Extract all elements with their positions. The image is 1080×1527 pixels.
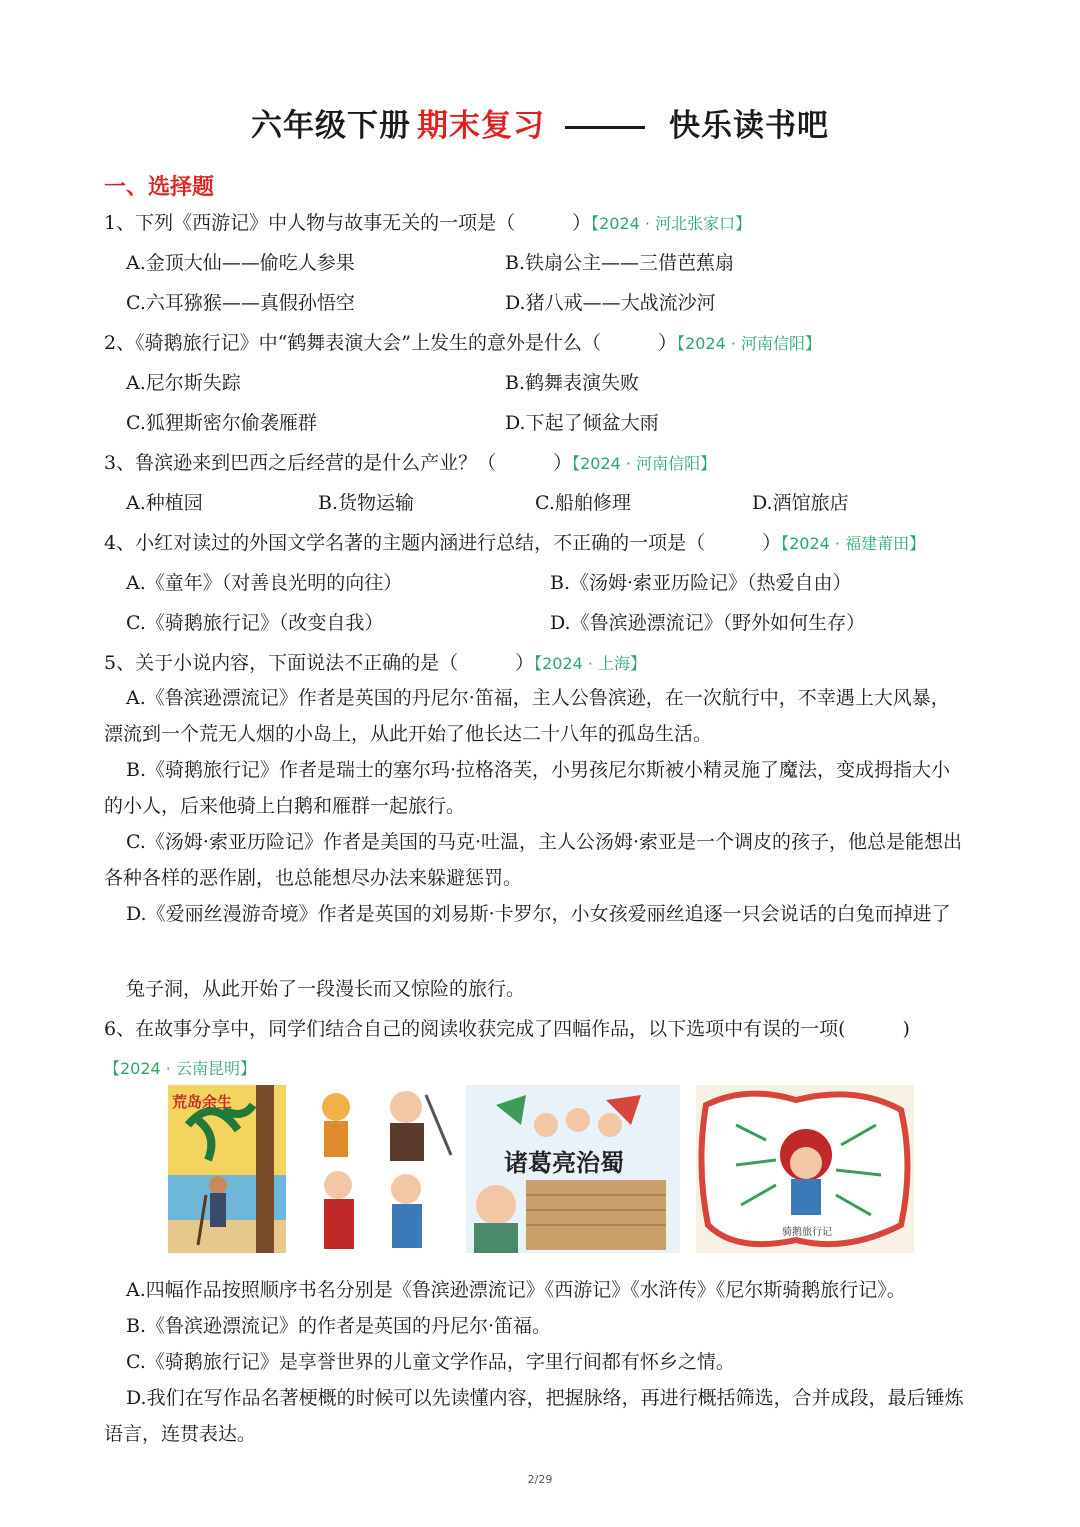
q4-option-b: B.《汤姆·索亚历险记》（热爱自由） (550, 572, 852, 594)
q6-option-b: B.《鲁滨逊漂流记》的作者是英国的丹尼尔·笛福。 (126, 1315, 552, 1337)
q5-option-b: B.《骑鹅旅行记》作者是瑞士的塞尔玛·拉格洛芙，小男孩尼尔斯被小精灵施了魔法，变成拇指大小的小人，后来他骑上白鹅和雁群一起旅行。 (104, 759, 951, 817)
q3-option-a: A.种植园 (126, 492, 203, 514)
q3-option-d: D.酒馆旅店 (752, 492, 849, 514)
question-1-tag: 【2024 · 河北张家口】 (591, 214, 752, 233)
q1-option-d: D.猪八戒——大战流沙河 (505, 292, 716, 314)
q4-option-c: C.《骑鹅旅行记》（改变自我） (126, 612, 384, 634)
artwork-zhuge-liang (466, 1085, 680, 1253)
q4-option-a: A.《童年》（对善良光明的向往） (126, 572, 403, 594)
question-6-text: 6、在故事分享中，同学们结合自己的阅读收获完成了四幅作品，以下选项中有误的一项( ) (104, 1018, 910, 1040)
title-review: 期末复习 (417, 108, 545, 144)
question-5-text: 5、关于小说内容，下面说法不正确的是（ ） (104, 652, 535, 674)
question-4-text: 4、小红对读过的外国文学名著的主题内涵进行总结，不正确的一项是（ ） (104, 532, 782, 554)
question-2 (104, 330, 821, 357)
q5-option-c: C.《汤姆·索亚历险记》作者是美国的马克·吐温，主人公汤姆·索亚是一个调皮的孩子，他总是能想出各种各样的恶作剧，也总能想尽办法来躲避惩罚。 (104, 831, 963, 889)
question-2-tag: 【2024 · 河南信阳】 (677, 334, 822, 353)
q2-option-a: A.尼尔斯失踪 (126, 372, 241, 394)
question-1-text: 1、下列《西游记》中人物与故事无关的一项是（ ） (104, 212, 592, 234)
title-grade: 六年级下册 (251, 108, 411, 144)
q5-option-d-continued: 兔子洞，从此开始了一段漫长而又惊险的旅行。 (126, 978, 526, 1000)
q2-option-c: C.狐狸斯密尔偷袭雁群 (126, 412, 317, 434)
artwork-robinson-title: 荒岛余生 (172, 1093, 233, 1111)
question-3-text: 3、鲁滨逊来到巴西之后经营的是什么产业？（ ） (104, 452, 573, 474)
artwork-mind-map-title: 骑鹅旅行记 (782, 1227, 832, 1238)
question-4 (104, 530, 925, 557)
title-topic: 快乐读书吧 (669, 108, 829, 144)
artwork-journey-west (306, 1085, 456, 1253)
q6-option-d: D.我们在写作品名著梗概的时候可以先读懂内容，把握脉络，再进行概括筛选，合并成段，最后锤炼语言，连贯表达。 (104, 1387, 964, 1445)
artwork-robinson (168, 1085, 286, 1253)
q5-option-d: D.《爱丽丝漫游奇境》作者是英国的刘易斯·卡罗尔，小女孩爱丽丝追逐一只会说话的白兔而掉进了 (126, 903, 951, 925)
q2-option-b: B.鹤舞表演失败 (505, 372, 640, 394)
question-3-tag: 【2024 · 河南信阳】 (572, 454, 717, 473)
q1-option-c: C.六耳猕猴——真假孙悟空 (126, 292, 355, 314)
question-4-tag: 【2024 · 福建莆田】 (781, 534, 926, 553)
question-6-tag: 【2024 · 云南昆明】 (104, 1059, 256, 1078)
page-title (0, 100, 1080, 145)
question-5 (104, 650, 646, 677)
page-number: 2/29 (527, 1473, 553, 1486)
title-dash (565, 126, 645, 129)
q3-option-c: C.船舶修理 (535, 492, 631, 514)
q6-option-a: A.四幅作品按照顺序书名分别是《鲁滨逊漂流记》《西游记》《水浒传》《尼尔斯骑鹅旅行记》。 (126, 1279, 906, 1301)
question-1 (104, 210, 751, 237)
q5-option-a: A.《鲁滨逊漂流记》作者是英国的丹尼尔·笛福，主人公鲁滨逊，在一次航行中，不幸遇上大风暴，漂流到一个荒无人烟的小岛上，从此开始了他长达二十八年的孤岛生活。 (104, 687, 950, 745)
q4-option-d: D.《鲁滨逊漂流记》（野外如何生存） (550, 612, 866, 634)
q6-option-c: C.《骑鹅旅行记》是享誉世界的儿童文学作品，字里行间都有怀乡之情。 (126, 1351, 735, 1373)
q1-option-b: B.铁扇公主——三借芭蕉扇 (505, 252, 735, 274)
artwork-mind-map (696, 1085, 914, 1253)
question-2-text: 2、《骑鹅旅行记》中“鹤舞表演大会”上发生的意外是什么（ ） (104, 332, 678, 354)
question-3 (104, 450, 716, 477)
q3-option-b: B.货物运输 (318, 492, 415, 514)
q2-option-d: D.下起了倾盆大雨 (505, 412, 659, 434)
question-5-tag: 【2024 · 上海】 (534, 654, 647, 673)
q1-option-a: A.金顶大仙——偷吃人参果 (126, 252, 355, 274)
artwork-zhuge-liang-title: 诸葛亮治蜀 (504, 1149, 624, 1177)
section-heading: 一、选择题 (104, 175, 215, 200)
